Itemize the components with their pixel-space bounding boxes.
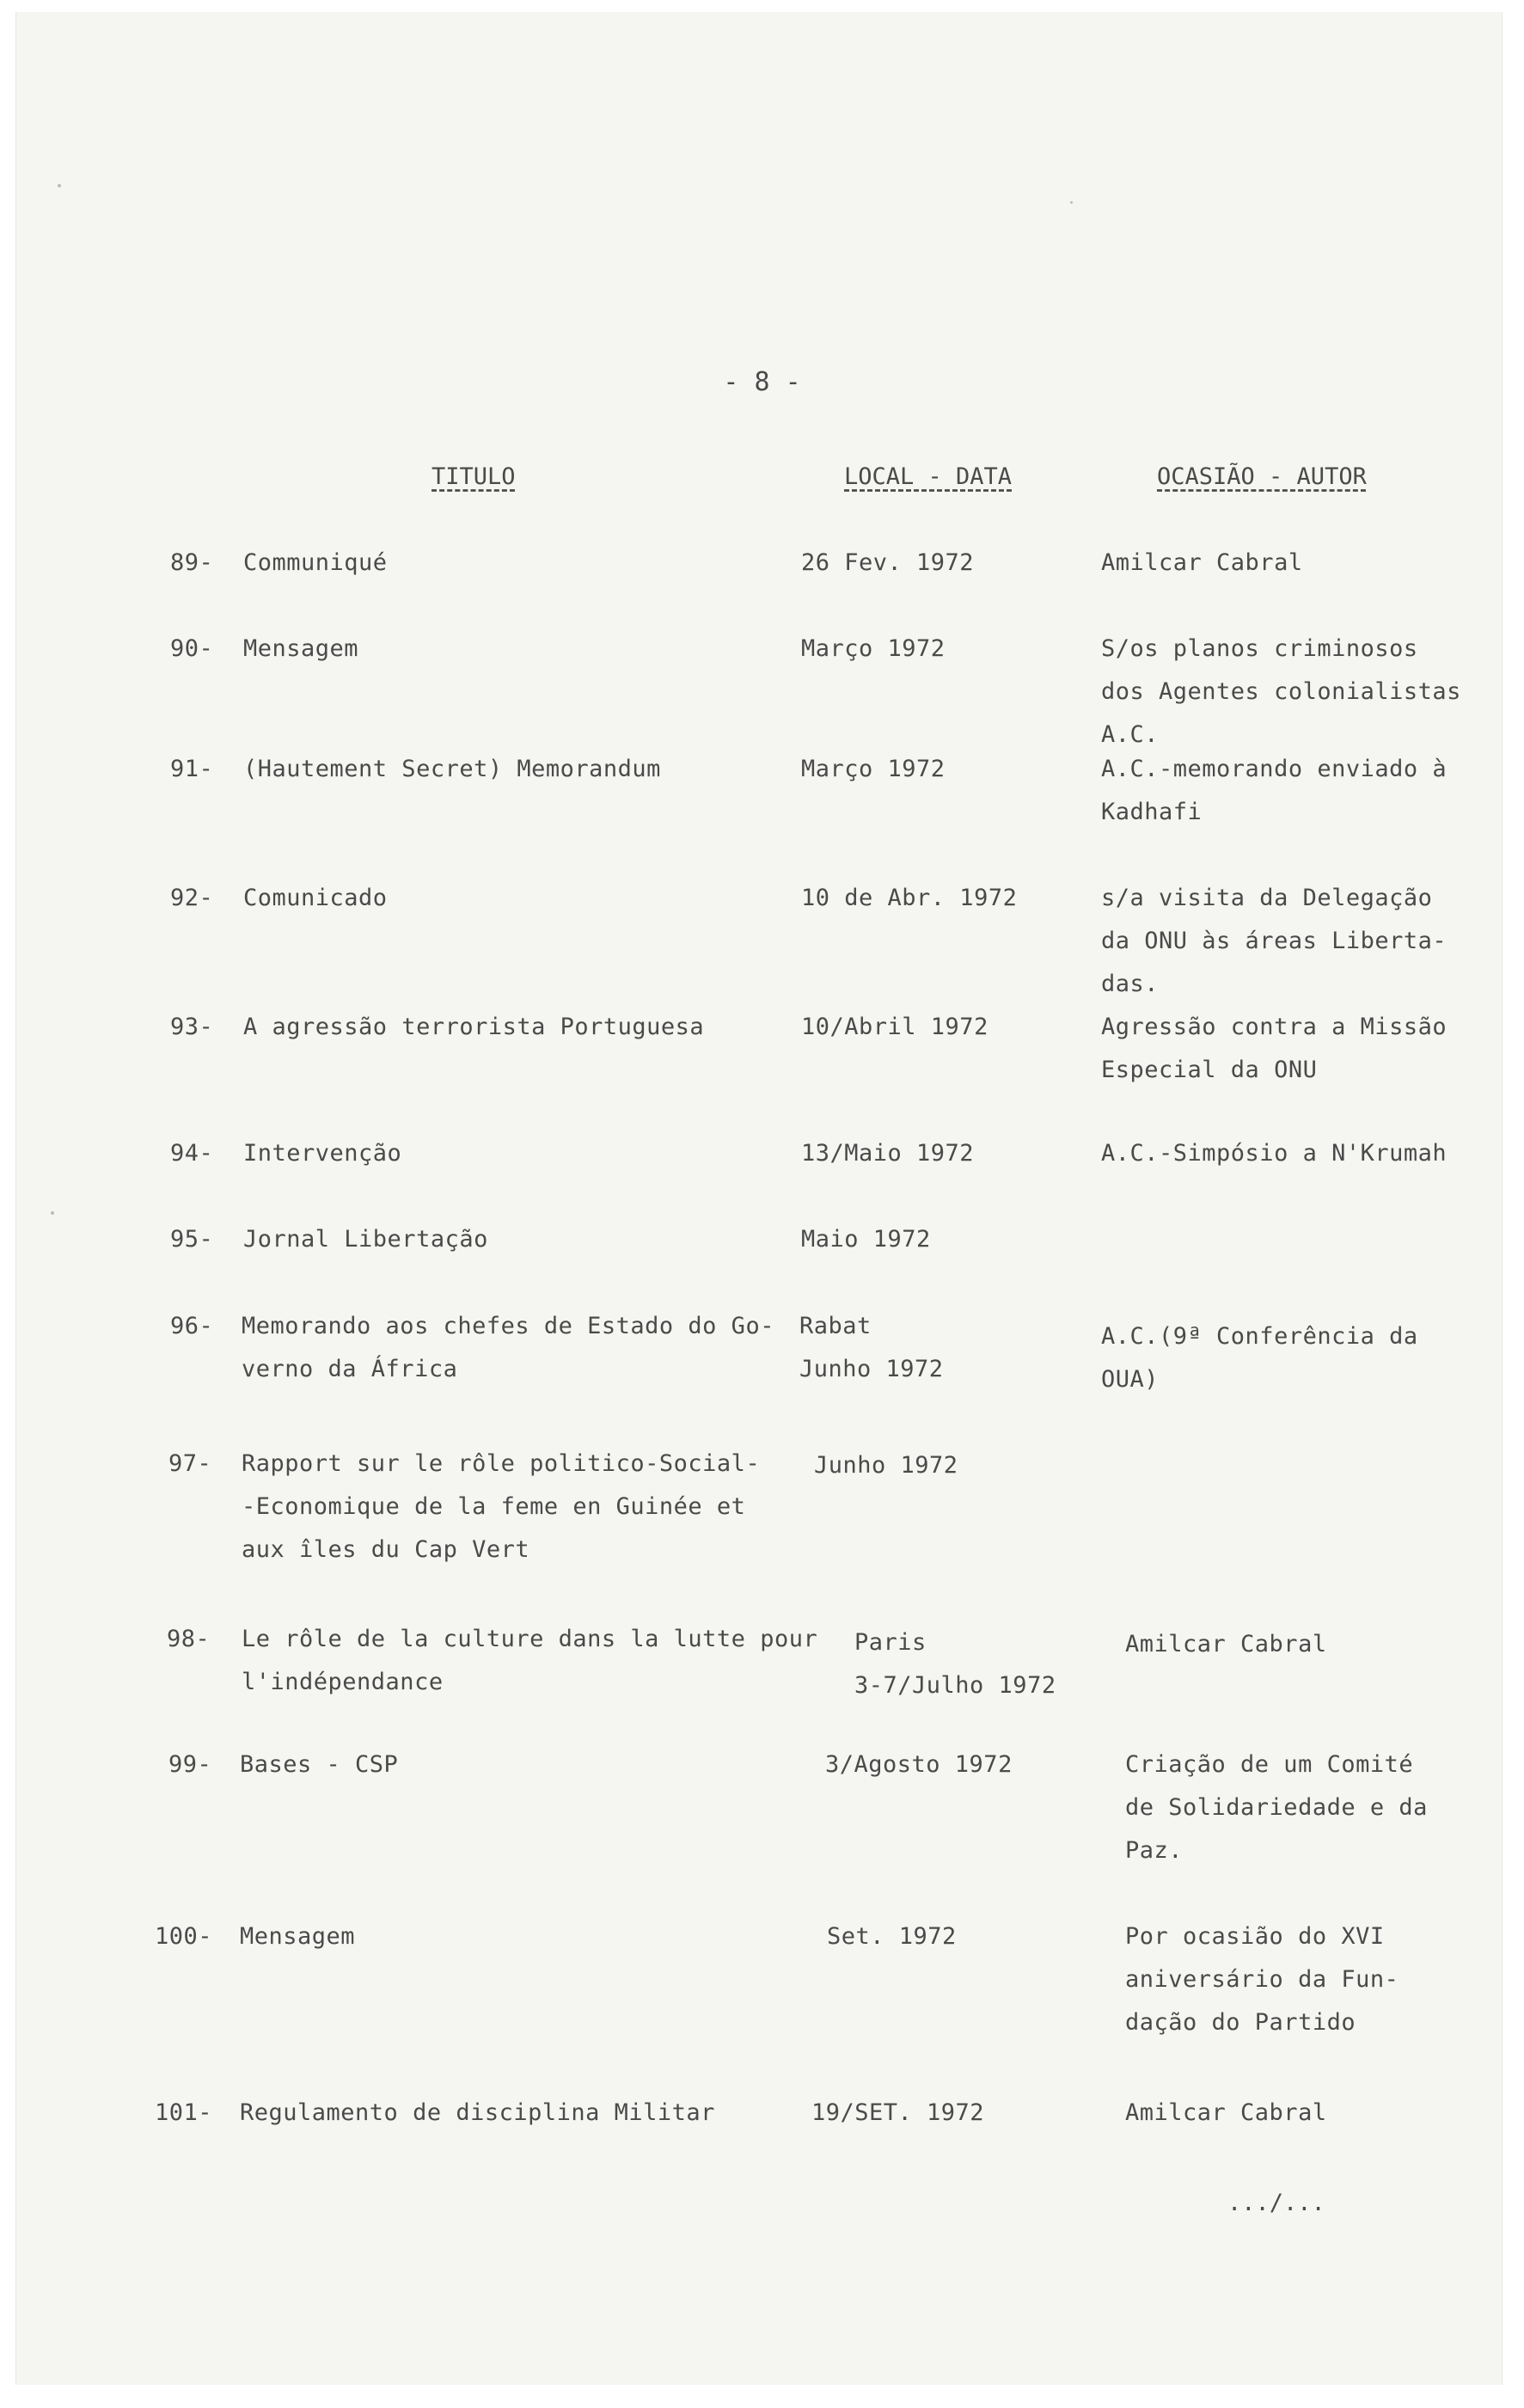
entry-number: 91- <box>170 756 214 782</box>
entry-number: 101- <box>155 2099 213 2126</box>
entry-ocasiao-autor-line: dos Agentes colonialistas <box>1101 678 1461 705</box>
paper-speck <box>1070 201 1073 204</box>
entry-ocasiao-autor-line: Criação de um Comité <box>1125 1751 1414 1778</box>
entry-titulo-line: Bases - CSP <box>240 1751 399 1778</box>
entry-local-data-line: Paris <box>854 1629 927 1656</box>
entry-titulo-line: Comunicado <box>243 885 388 911</box>
entry-local-data-line: Março 1972 <box>801 635 946 662</box>
entry-ocasiao-autor-line: Paz. <box>1125 1837 1184 1864</box>
entry-ocasiao-autor-line: dação do Partido <box>1125 2009 1356 2036</box>
entry-titulo-line: -Economique de la feme en Guinée et <box>242 1493 746 1520</box>
entry-ocasiao-autor-line: de Solidariedade e da <box>1125 1794 1428 1821</box>
entry-titulo-line: Le rôle de la culture dans la lutte pour <box>242 1626 818 1652</box>
entry-number: 99- <box>168 1751 212 1778</box>
entry-local-data-line: Março 1972 <box>801 756 946 782</box>
entry-ocasiao-autor-line: aniversário da Fun- <box>1125 1966 1399 1993</box>
entry-titulo-line: Memorando aos chefes de Estado do Go- <box>242 1313 774 1339</box>
header-titulo: TITULO <box>431 463 516 490</box>
entry-local-data-line: Maio 1972 <box>801 1226 931 1253</box>
header-local-data: LOCAL - DATA <box>844 463 1013 490</box>
page-number: - 8 - <box>723 367 801 397</box>
entry-ocasiao-autor-line: da ONU às áreas Liberta- <box>1101 928 1447 954</box>
entry-ocasiao-autor-line: das. <box>1101 971 1160 997</box>
entry-number: 98- <box>167 1626 211 1652</box>
entry-ocasiao-autor-line: s/a visita da Delegação <box>1101 885 1433 911</box>
entry-number: 90- <box>170 635 214 662</box>
entry-local-data-line: Set. 1972 <box>827 1923 957 1950</box>
entry-titulo-line: Regulamento de disciplina Militar <box>240 2099 715 2126</box>
entry-number: 92- <box>170 885 214 911</box>
entry-local-data-line: Junho 1972 <box>799 1356 944 1382</box>
entry-titulo-line: Intervenção <box>243 1140 402 1167</box>
entry-ocasiao-autor-line: OUA) <box>1101 1366 1160 1393</box>
paper-speck <box>58 184 61 187</box>
entry-ocasiao-autor-line: S/os planos criminosos <box>1101 635 1418 662</box>
entry-ocasiao-autor-line: Amilcar Cabral <box>1125 2099 1327 2126</box>
entry-local-data-line: Rabat <box>799 1313 872 1339</box>
entry-ocasiao-autor-line: A.C.(9ª Conferência da <box>1101 1323 1418 1350</box>
entry-titulo-line: verno da África <box>242 1356 458 1382</box>
entry-titulo-line: aux îles du Cap Vert <box>242 1536 530 1563</box>
entry-titulo-line: A agressão terrorista Portuguesa <box>243 1014 705 1040</box>
entry-titulo-line: Rapport sur le rôle politico-Social- <box>242 1450 761 1477</box>
entry-titulo-line: Mensagem <box>240 1923 356 1950</box>
entry-ocasiao-autor-line: Especial da ONU <box>1101 1057 1318 1083</box>
entry-number: 89- <box>170 549 214 576</box>
entry-number: 94- <box>170 1140 214 1167</box>
entry-ocasiao-autor-line: Agressão contra a Missão <box>1101 1014 1447 1040</box>
entry-titulo-line: Jornal Libertação <box>243 1226 488 1253</box>
continuation-mark: .../... <box>1227 2190 1325 2216</box>
entry-ocasiao-autor-line: A.C. <box>1101 721 1160 748</box>
entry-ocasiao-autor-line: Por ocasião do XVI <box>1125 1923 1385 1950</box>
entry-number: 93- <box>170 1014 214 1040</box>
entry-ocasiao-autor-line: Kadhafi <box>1101 799 1203 825</box>
entry-titulo-line: Mensagem <box>243 635 359 662</box>
entry-ocasiao-autor-line: A.C.-memorando enviado à <box>1101 756 1447 782</box>
entry-number: 96- <box>170 1313 214 1339</box>
entry-titulo-line: (Hautement Secret) Memorandum <box>243 756 661 782</box>
entry-number: 97- <box>168 1450 212 1477</box>
header-ocasiao-autor: OCASIÃO - AUTOR <box>1157 463 1367 490</box>
entry-local-data-line: 10/Abril 1972 <box>801 1014 988 1040</box>
entry-titulo-line: l'indépendance <box>242 1669 444 1695</box>
entry-local-data-line: 10 de Abr. 1972 <box>801 885 1018 911</box>
entry-titulo-line: Communiqué <box>243 549 388 576</box>
entry-ocasiao-autor-line: A.C.-Simpósio a N'Krumah <box>1101 1140 1447 1167</box>
entry-number: 100- <box>155 1923 213 1950</box>
entry-local-data-line: 26 Fev. 1972 <box>801 549 975 576</box>
entry-local-data-line: 3-7/Julho 1972 <box>854 1672 1056 1699</box>
entry-local-data-line: Junho 1972 <box>814 1452 958 1479</box>
entry-local-data-line: 19/SET. 1972 <box>811 2099 985 2126</box>
entry-ocasiao-autor-line: Amilcar Cabral <box>1125 1631 1327 1657</box>
entry-number: 95- <box>170 1226 214 1253</box>
entry-local-data-line: 13/Maio 1972 <box>801 1140 975 1167</box>
entry-local-data-line: 3/Agosto 1972 <box>825 1751 1013 1778</box>
entry-ocasiao-autor-line: Amilcar Cabral <box>1101 549 1303 576</box>
paper-speck <box>51 1211 54 1215</box>
